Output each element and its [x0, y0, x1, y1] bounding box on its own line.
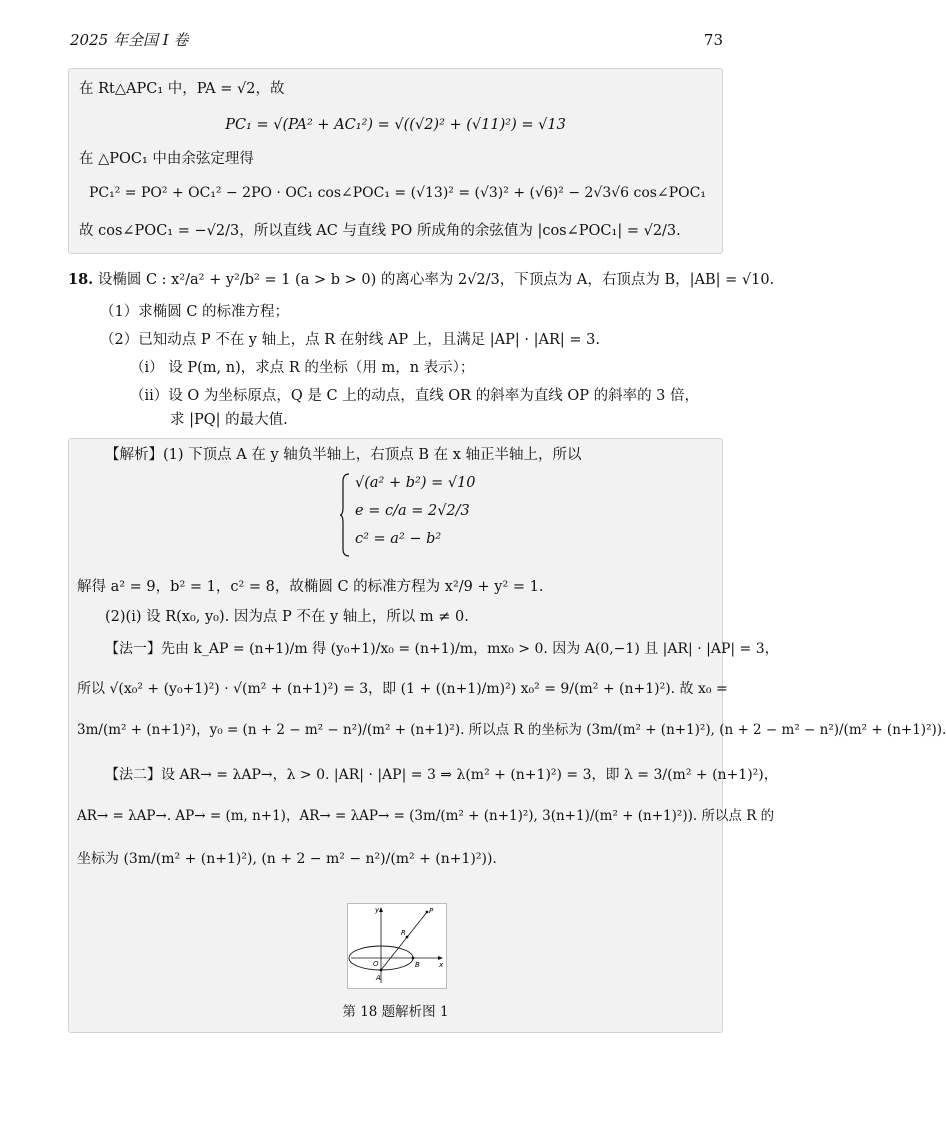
method-two-line: 坐标为 (3m/(m² + (n+1)²), (n + 2 − m² − n²)/(m² + (n+1)²)).: [77, 851, 497, 867]
point-r: [406, 936, 409, 939]
label-r: R: [401, 929, 406, 937]
label-o: O: [373, 960, 379, 968]
method-two-line: AR→ = λAP→. AP→ = (m, n+1)，AR→ = λAP→ = (3m/(m² + (n+1)²), 3(n+1)/(m² + (n+1)²)). 所以点 R 的: [77, 808, 775, 824]
solution-line: 解得 a² = 9，b² = 1，c² = 8，故椭圆 C 的标准方程为 x²/9 + y² = 1.: [77, 579, 544, 595]
method-two-line: 【法二】设 AR→ = λAP→，λ > 0. |AR| · |AP| = 3 ⇒ λ(m² + (n+1)²) = 3，即 λ = 3/(m² + (n+1)²)，: [105, 767, 778, 783]
point-p: [426, 911, 429, 914]
solution-line: 在 Rt△APC₁ 中，PA = √2，故: [79, 81, 285, 97]
page-header: [70, 30, 723, 52]
problem-part-2-ii: （ii）设 O 为坐标原点，Q 是 C 上的动点，直线 OR 的斜率为直线 OP 的斜率的 3 倍，: [130, 388, 700, 404]
point-a: [380, 969, 383, 972]
problem-stem-text: 设椭圆 C : x²/a² + y²/b² = 1 (a > b > 0) 的离心率为 2√2/3，下顶点为 A，右顶点为 B，|AB| = √10.: [97, 272, 775, 288]
solution-equation: PC₁² = PO² + OC₁² − 2PO · OC₁ cos∠POC₁ = (√13)² = (√3)² + (√6)² − 2√3√6 cos∠POC₁: [89, 185, 706, 201]
system-equation-1: √(a² + b²) = √10: [355, 475, 476, 491]
problem-part-2: （2）已知动点 P 不在 y 轴上，点 R 在射线 AP 上，且满足 |AP| · |AR| = 3.: [100, 332, 600, 348]
label-y: y: [375, 906, 380, 914]
problem-stem: [68, 269, 774, 291]
previous-solution-box: [68, 68, 723, 254]
label-a: A: [376, 974, 381, 982]
equation-system: [339, 471, 539, 557]
system-equation-2: e = c/a = 2√2/3: [355, 503, 470, 519]
solution-intro: 【解析】(1) 下顶点 A 在 y 轴负半轴上，右顶点 B 在 x 轴正半轴上，所以: [105, 447, 582, 463]
solution-line: (2)(i) 设 R(x₀, y₀). 因为点 P 不在 y 轴上，所以 m ≠ 0.: [105, 609, 469, 625]
ellipse-figure: [347, 903, 447, 989]
label-p: P: [429, 907, 434, 915]
solution-line: 故 cos∠POC₁ = −√2/3，所以直线 AC 与直线 PO 所成角的余弦值为 |cos∠POC₁| = √2/3.: [79, 223, 681, 239]
label-x: x: [439, 961, 444, 969]
exam-title: 2025 年全国 I 卷: [70, 31, 189, 49]
label-b: B: [415, 961, 420, 969]
figure-caption: 第 18 题解析图 1: [342, 1004, 449, 1020]
method-one-line: 所以 √(x₀² + (y₀+1)²) · √(m² + (n+1)²) = 3，即 (1 + ((n+1)/m)²) x₀² = 9/(m² + (n+1)²). 故 x₀ =: [77, 681, 728, 697]
point-b: [412, 957, 415, 960]
problem-part-1: （1）求椭圆 C 的标准方程；: [100, 304, 290, 320]
problem-number: 18.: [68, 271, 94, 288]
method-one-line: 3m/(m² + (n+1)²)，y₀ = (n + 2 − m² − n²)/(m² + (n+1)²). 所以点 R 的坐标为 (3m/(m² + (n+1)²), (n + 2 − m² − n²)/(m² + (n+1)²)).: [77, 722, 946, 738]
system-equation-3: c² = a² − b²: [355, 531, 442, 547]
problem-part-2-ii-cont: 求 |PQ| 的最大值.: [170, 412, 288, 428]
problem-part-2-i: （i） 设 P(m, n)，求点 R 的坐标（用 m，n 表示）；: [130, 360, 475, 376]
solution-box: [68, 438, 946, 1033]
method-one-line: 【法一】先由 k_AP = (n+1)/m 得 (y₀+1)/x₀ = (n+1)/m，mx₀ > 0. 因为 A(0,−1) 且 |AR| · |AP| = 3，: [105, 641, 779, 657]
page-number: 73: [703, 31, 723, 49]
left-brace-icon: [339, 473, 351, 557]
solution-line: 在 △POC₁ 中由余弦定理得: [79, 151, 254, 167]
figure-frame: [348, 904, 447, 989]
solution-equation: PC₁ = √(PA² + AC₁²) = √((√2)² + (√11)²) = √13: [225, 117, 566, 133]
